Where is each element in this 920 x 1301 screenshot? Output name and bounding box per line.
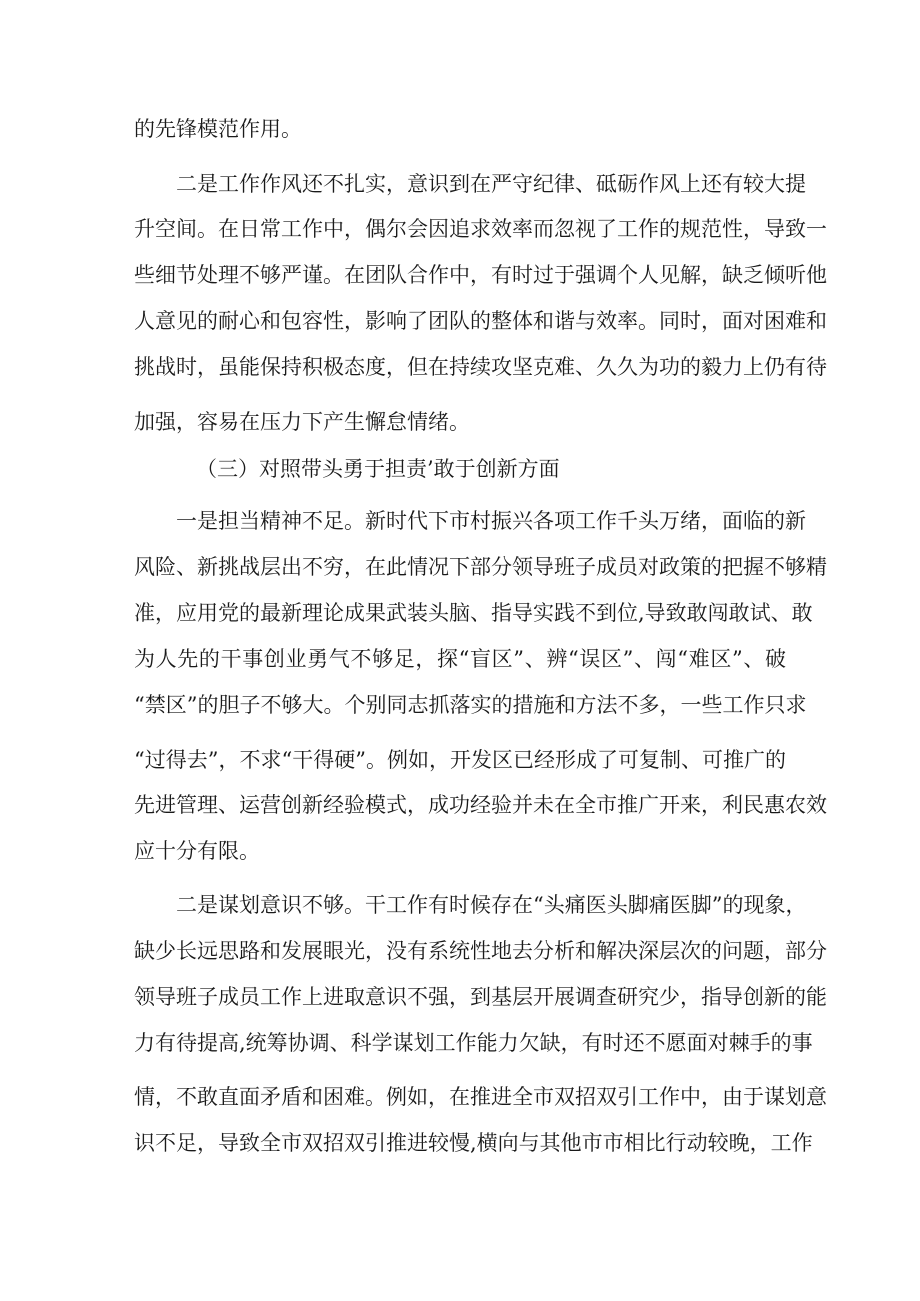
text-line: 领导班子成员工作上进取意识不强，到基层开展调查研究少，指导创新的能 (134, 985, 827, 1009)
text-line: 升空间。在日常工作中，偶尔会因追求效率而忽视了工作的规范性，导致一 (134, 217, 827, 241)
text-line: 风险、新挑战层出不穷，在此情况下部分领导班子成员对政策的把握不够精 (134, 555, 827, 579)
text-line: 力有待提高,统筹协调、科学谋划工作能力欠缺，有时还不愿面对棘手的事 (134, 1031, 813, 1055)
text-line: 些细节处理不够严谨。在团队合作中，有时过于强调个人见解，缺乏倾听他 (134, 263, 827, 287)
paragraph-start-line: 一是担当精神不足。新时代下市村振兴各项工作千头万绪，面临的新 (176, 509, 806, 533)
text-line: 先进管理、运营创新经验模式，成功经验并未在全市推广开来，利民惠农效 (134, 793, 827, 817)
text-line: 的先锋模范作用。 (134, 117, 302, 141)
text-line: 缺少长远思路和发展眼光，没有系统性地去分析和解决深层次的问题，部分 (134, 939, 827, 963)
paragraph-start-line: 二是工作作风还不扎实，意识到在严守纪律、砥砺作风上还有较大提 (176, 172, 806, 196)
text-line: 应十分有限。 (134, 839, 260, 863)
paragraph-start-line: 二是谋划意识不够。干工作有时候存在“头痛医头脚痛医脚”的现象， (176, 893, 807, 917)
text-line: 为人先的干事创业勇气不够足，探“盲区”、辨“误区”、闯“难区”、破 (134, 647, 786, 671)
text-line: 识不足，导致全市双招双引推进较慢,横向与其他市市相比行动较晚，工作 (134, 1131, 813, 1155)
text-line: “禁区”的胆子不够大。个别同志抓落实的措施和方法不多，一些工作只求 (134, 693, 807, 717)
section-heading: （三）对照带头勇于担责’敢于创新方面 (196, 457, 560, 481)
text-line: 准，应用党的最新理论成果武装头脑、指导实践不到位,导致敢闯敢试、敢 (134, 601, 813, 625)
text-line: “过得去”，不求“干得硬”。例如，开发区已经形成了可复制、可推广的 (134, 748, 786, 772)
text-line: 情，不敢直面矛盾和困难。例如，在推进全市双招双引工作中，由于谋划意 (134, 1085, 827, 1109)
text-line: 加强，容易在压力下产生懈怠情绪。 (134, 410, 470, 434)
text-line: 人意见的耐心和包容性，影响了团队的整体和谐与效率。同时，面对困难和 (134, 309, 827, 333)
text-line: 挑战时，虽能保持积极态度，但在持续攻坚克难、久久为功的毅力上仍有待 (134, 355, 827, 379)
